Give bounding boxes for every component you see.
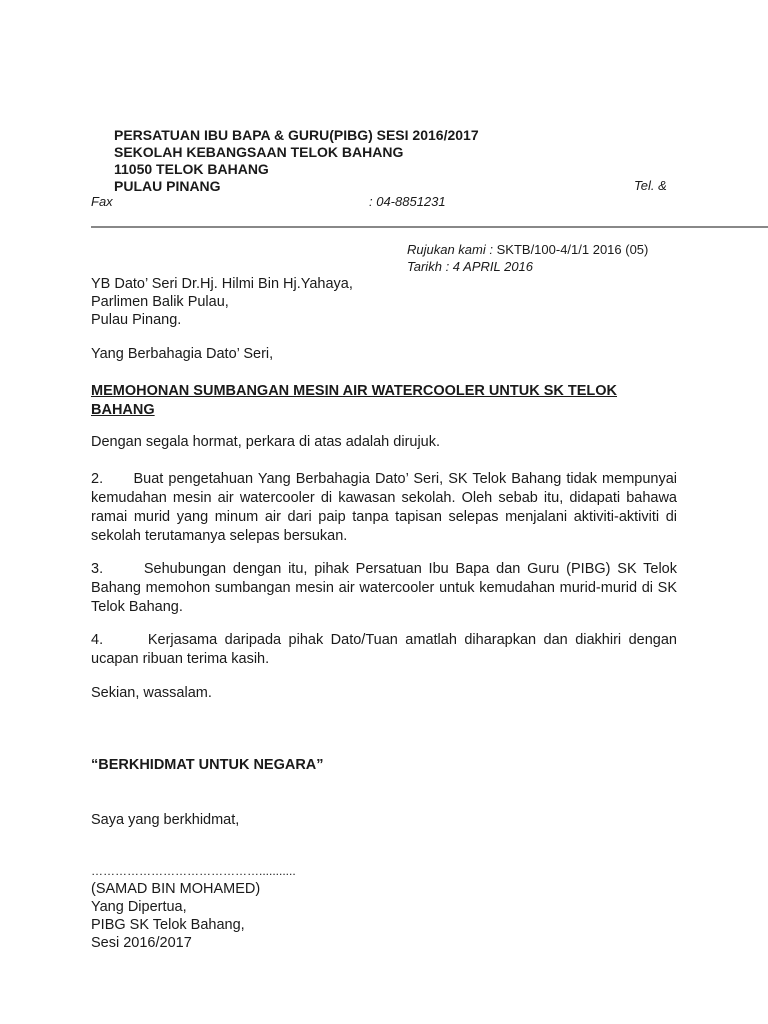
signature-line: ……………………………………........... bbox=[91, 864, 296, 878]
reference-line bbox=[407, 242, 648, 257]
tel-label: Tel. & bbox=[634, 178, 667, 193]
rujukan-label: Rujukan kami : bbox=[407, 242, 493, 257]
letterhead-school-name: SEKOLAH KEBANGSAAN TELOK BAHANG bbox=[114, 144, 404, 160]
rujukan-value: SKTB/100-4/1/1 2016 (05) bbox=[496, 242, 649, 257]
recipient-name: YB Dato’ Seri Dr.Hj. Hilmi Bin Hj.Yahaya, bbox=[91, 276, 353, 292]
intro-paragraph: Dengan segala hormat, perkara di atas adalah dirujuk. bbox=[91, 434, 441, 450]
paragraph-2: 2. Buat pengetahuan Yang Berbahagia Dato’ Seri, SK Telok Bahang tidak mempunyai kemudahan mesin air watercooler di kawasan sekolah. Oleh sebab itu, didapati bahawa ramai murid yang minum air dari paip tanpa tapisan selepas menjalani aktiviti-aktiviti di sekolah terutamanya selepas bersukan. bbox=[91, 471, 682, 544]
letterhead-state: PULAU PINANG bbox=[114, 178, 221, 194]
signoff: Saya yang berkhidmat, bbox=[91, 812, 240, 828]
letterhead-postcode: 11050 TELOK BAHANG bbox=[114, 161, 269, 177]
signatory-title: Yang Dipertua, bbox=[91, 899, 187, 915]
fax-label: Fax bbox=[91, 194, 113, 209]
tarikh-label: Tarikh bbox=[407, 259, 442, 274]
closing-text: Sekian, wassalam. bbox=[91, 685, 212, 701]
letterhead-org-name: PERSATUAN IBU BAPA & GURU(PIBG) SESI 2016/2017 bbox=[114, 127, 479, 143]
tarikh-value: : 4 APRIL 2016 bbox=[445, 259, 534, 274]
salutation: Yang Berbahagia Dato’ Seri, bbox=[91, 346, 274, 362]
motto: “BERKHIDMAT UNTUK NEGARA” bbox=[91, 757, 324, 773]
signatory-session: Sesi 2016/2017 bbox=[91, 935, 192, 951]
letter-subject: MEMOHONAN SUMBANGAN MESIN AIR WATERCOOLER UNTUK SK TELOK BAHANG bbox=[91, 383, 618, 418]
paragraph-4: 4. Kerjasama daripada pihak Dato/Tuan amatlah diharapkan dan diakhiri dengan ucapan ribuan terima kasih. bbox=[91, 632, 682, 667]
phone-number: : 04-8851231 bbox=[369, 194, 446, 209]
header-divider bbox=[91, 226, 768, 228]
paragraph-3: 3. Sehubungan dengan itu, pihak Persatuan Ibu Bapa dan Guru (PIBG) SK Telok Bahang memohon sumbangan mesin air watercooler untuk kemudahan murid-murid di SK Telok Bahang. bbox=[91, 561, 682, 615]
date-line bbox=[407, 259, 533, 274]
signatory-name: (SAMAD BIN MOHAMED) bbox=[91, 881, 261, 897]
signatory-org: PIBG SK Telok Bahang, bbox=[91, 917, 245, 933]
recipient-constituency: Parlimen Balik Pulau, bbox=[91, 294, 229, 310]
recipient-state: Pulau Pinang. bbox=[91, 312, 182, 328]
